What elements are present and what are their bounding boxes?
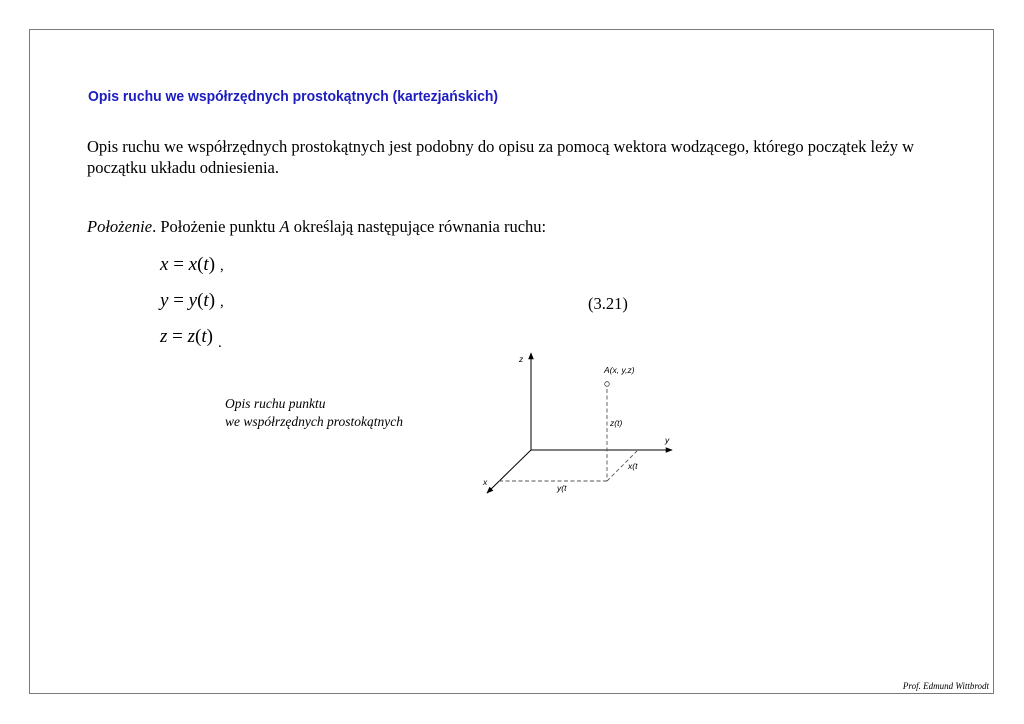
eq-lparen: ( [195, 326, 202, 347]
eq-rparen: ) [206, 326, 213, 347]
section-heading: Opis ruchu we współrzędnych prostokątnych (kartezjańskich) [88, 88, 499, 105]
axis-z-label: z [519, 354, 524, 364]
equation-y [160, 290, 224, 312]
eq-punct: . [217, 335, 222, 351]
z-t-label: z(t) [610, 418, 623, 428]
position-text-b: określają następujące równania ruchu: [289, 217, 547, 236]
point-name: A [279, 217, 290, 236]
position-text-a: . Położenie punktu [152, 217, 280, 236]
eq-sign: = [168, 290, 189, 311]
position-label: Położenie [87, 217, 153, 236]
eq-punct: , [220, 258, 224, 274]
equation-z [160, 326, 222, 351]
eq-lhs: x [160, 254, 169, 275]
figure-caption [225, 395, 403, 431]
y-t-label: y(t [557, 483, 567, 493]
eq-lparen: ( [197, 254, 204, 275]
eq-fn: y [188, 290, 198, 311]
eq-fn: x [188, 254, 198, 275]
eq-sign: = [168, 254, 189, 275]
eq-arg: t [201, 326, 207, 347]
coordinate-system-figure [470, 345, 680, 505]
eq-rparen: ) [208, 290, 216, 311]
eq-punct: , [220, 294, 224, 310]
eq-rparen: ) [208, 254, 216, 275]
position-line [87, 217, 546, 237]
eq-lhs: z [160, 326, 168, 347]
x-axis [487, 450, 531, 493]
equation-number: (3.21) [588, 294, 628, 313]
point-a-label: A(x, y,z) [604, 365, 635, 375]
eq-arg: t [203, 290, 209, 311]
point-a-marker [605, 382, 610, 387]
x-t-label: x(t [628, 461, 638, 471]
eq-sign: = [167, 326, 188, 347]
axis-y-label: y [665, 435, 670, 445]
caption-line-2: we współrzędnych prostokątnych [225, 414, 403, 429]
caption-line-1: Opis ruchu punktu [225, 396, 326, 411]
eq-lhs: y [160, 290, 169, 311]
eq-lparen: ( [197, 290, 204, 311]
equation-x [160, 254, 224, 276]
intro-paragraph: Opis ruchu we współrzędnych prostokątnych jest podobny do opisu za pomocą wektora wodzącego, którego początek leży w początku układu odniesienia. [87, 137, 915, 177]
eq-arg: t [203, 254, 209, 275]
axis-x-label: x [483, 477, 488, 487]
eq-fn: z [187, 326, 196, 347]
author-footer: Prof. Edmund Wittbrodt [902, 681, 989, 691]
